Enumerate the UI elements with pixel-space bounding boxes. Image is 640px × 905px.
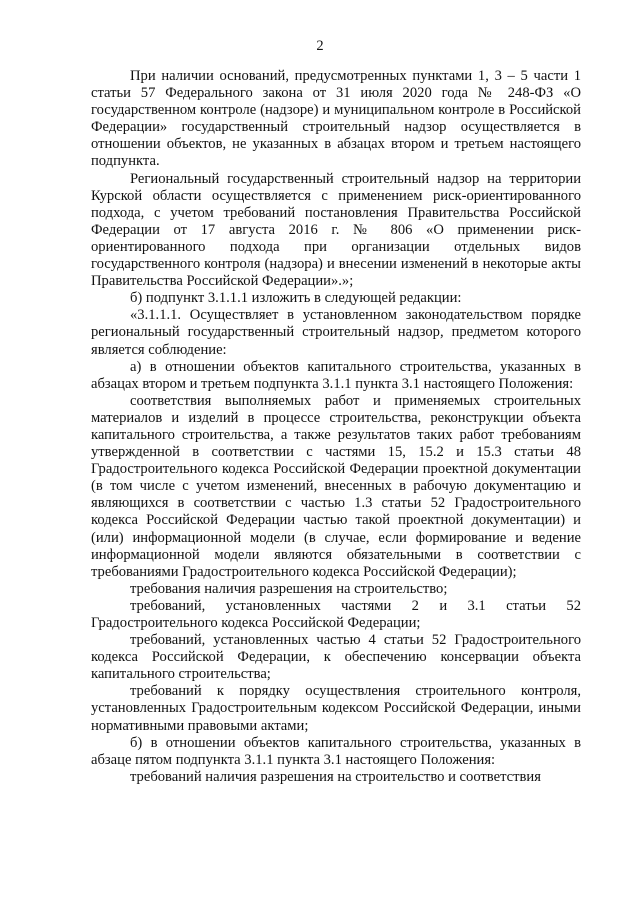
paragraph-subitem-b-intro: б) подпункт 3.1.1.1 изложить в следующей редакции:: [130, 290, 462, 307]
paragraph-construction-control: требований к порядку осуществления строительного контроля, установленных Градостроительным кодексом Российской Федерации, иными нормативными правовыми актами;: [91, 683, 581, 734]
paragraph-item-a: а) в отношении объектов капитального строительства, указанных в абзацах втором и третьем подпункта 3.1.1 пункта 3.1 настоящего Положения:: [91, 358, 581, 392]
paragraph-building-permit: требования наличия разрешения на строительство;: [130, 580, 448, 597]
paragraph-compliance-with-project-docs: соответствия выполняемых работ и применяемых строительных материалов и изделий в процессе строительства, реконструкции объекта капитального строительства, а также результатов таких работ требованиям утвержденной в соответствии с частями 15, 15.2 и 15.3 статьи 48 Градостроительного кодекса Российской Федерации проектной документации (в том числе с учетом изменений, внесенных в рабочую документацию и являющихся в соответствии с частью 1.3 статьи 52 Градостроительного кодекса Российской Федерации частью такой проектной документации) и (или) информационной модели (в случае, если формирование и ведение информационной модели являются обязательными в соответствии с требованиями Градостроительного кодекса Российской Федерации);: [91, 392, 581, 580]
paragraph-grounds-for-supervision: При наличии оснований, предусмотренных пунктами 1, 3 – 5 части 1 статьи 57 Федерального закона от 31 июля 2020 года № 248-ФЗ «О государственном контроле (надзоре) и муниципальном контроле в Российской Федерации» государственный строительный надзор осуществляется в отношении объектов, не указанных в абзацах втором и третьем настоящего подпункта.: [91, 68, 581, 170]
document-body: [91, 68, 581, 786]
page-number: 2: [316, 38, 324, 54]
paragraph-permit-and-compliance: требований наличия разрешения на строительство и соответствия: [130, 768, 541, 785]
paragraph-item-b: б) в отношении объектов капитального строительства, указанных в абзаце пятом подпункта 3.1.1 пункта 3.1 настоящего Положения:: [91, 734, 581, 768]
paragraph-article-52-parts-2-3-1: требований, установленных частями 2 и 3.1 статьи 52 Градостроительного кодекса Российской Федерации;: [91, 597, 581, 631]
paragraph-article-52-part-4: требований, установленных частью 4 статьи 52 Градостроительного кодекса Российской Федерации, к обеспечению консервации объекта капитального строительства;: [91, 632, 581, 683]
paragraph-risk-oriented-approach: Региональный государственный строительный надзор на территории Курской области осуществляется с применением риск-ориентированного подхода, с учетом требований постановления Правительства Российской Федерации от 17 августа 2016 г. № 806 «О применении риск-ориентированного подхода при организации отдельных видов государственного контроля (надзора) и внесении изменений в некоторые акты Правительства Российской Федерации».»;: [91, 170, 581, 290]
paragraph-3-1-1-1: «3.1.1.1. Осуществляет в установленном законодательством порядке региональный государственный строительный надзор, предметом которого является соблюдение:: [91, 307, 581, 358]
